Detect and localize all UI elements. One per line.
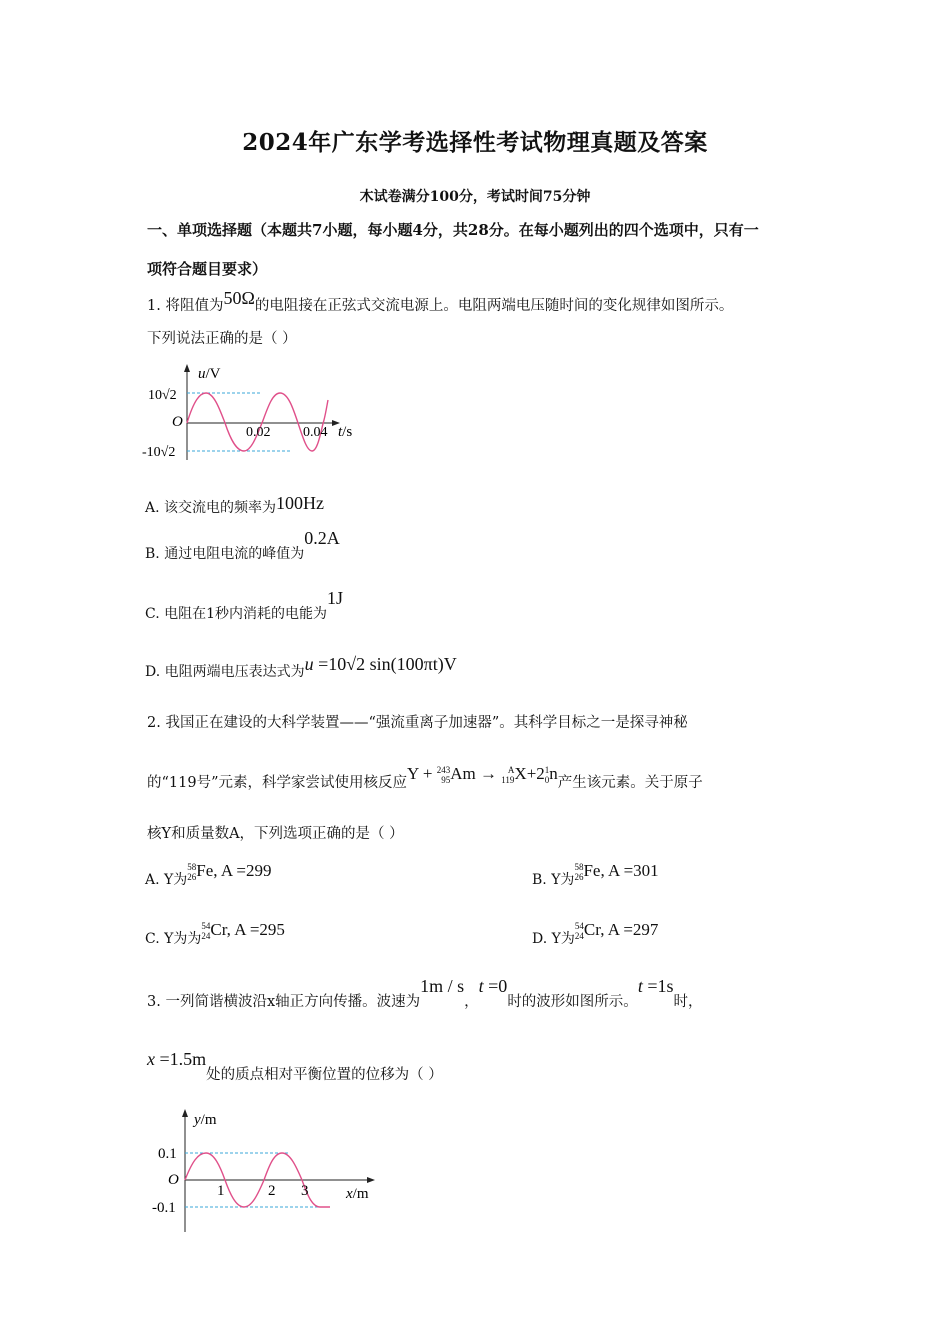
q2-option-a-label: A. Y为 [145,872,188,888]
page-title: 2024年广东学考选择性考试物理真题及答案 [242,129,708,156]
q3-comma: ， [464,994,479,1010]
q1-stem [147,288,734,315]
q3-y-label: y/m [194,1112,217,1128]
exam-subtitle: 木试卷满分100分，考试时间75分钟 [359,189,591,205]
q3-position: x =1.5m [147,1049,207,1069]
q2-option-d[interactable] [532,920,659,949]
q1-x-label: t/s [338,424,353,440]
section-heading-line2: 项符合题目要求） [147,260,268,278]
q3-wave-speed: 1m / s [420,976,465,996]
q3-stem-when: 时， [673,994,703,1010]
q3-x-label: x/m [346,1186,369,1202]
q2-option-a[interactable] [145,861,272,890]
q1-option-b-label: B. 通过电阻电流的峰值为 [145,546,305,562]
q3-y-bottom-value: -0.1 [152,1200,176,1216]
q3-tick-1: 1 [217,1183,225,1199]
q3-tick-2: 2 [268,1183,276,1199]
q2-stem-prefix: 的“119号”元素，科学家尝试使用核反应 [147,775,408,791]
q1-option-b-value: 0.2A [304,528,340,548]
q2-option-c[interactable] [145,920,285,949]
q3-y-top-value: 0.1 [158,1146,177,1162]
q1-origin-label: O [172,414,183,430]
q3-t0: t =0 [478,976,508,996]
q2-option-d-value: 54 24 Cr, A =297 [574,920,659,942]
q3-stem-line1 [147,976,703,1011]
q3-y-arrow [182,1109,188,1117]
q3-x-arrow [367,1177,375,1183]
q1-option-d[interactable] [145,654,457,681]
q1-option-d-label: D. 电阻两端电压表达式为 [145,664,305,680]
q3-t1: t =1s [637,976,674,996]
q1-option-d-formula: u =10√2 sin(100πt)V [304,654,457,674]
q2-option-b-label: B. Y为 [532,872,575,888]
q1-y-top-value: 10√2 [148,388,177,403]
q1-resistance: 50Ω [223,288,255,308]
q1-voltage-graph [140,360,370,470]
q2-nuclear-reaction: Y + 243 95 Am → A 119 X+2 1 0 n [407,764,558,786]
q3-stem-mid: 时的波形如图所示。 [507,994,638,1010]
q1-tick-0.04: 0.04 [303,425,328,440]
q1-option-b[interactable] [145,528,340,563]
q2-option-b-value: 58 26 Fe, A =301 [574,861,659,883]
q3-tick-3: 3 [301,1183,309,1199]
q3-stem-line2 [147,1049,443,1084]
q1-stem-prefix: 1. 将阻值为 [147,298,224,314]
q2-option-d-label: D. Y为 [532,931,575,947]
q1-sine-curve [187,393,328,451]
q1-option-a-value: 100Hz [276,493,325,513]
section-heading-line1: 一、单项选择题（本题共7小题，每小题4分，共28分。在每小题列出的四个选项中，只有一 [147,221,759,239]
q3-origin-label: O [168,1172,179,1188]
q1-option-c-value: 1J [327,588,344,608]
q3-stem-suffix: 处的质点相对平衡位置的位移为（ ） [206,1067,443,1083]
q2-option-c-label: C. Y为为 [145,931,202,947]
q1-stem-suffix: 的电阻接在正弦式交流电源上。电阻两端电压随时间的变化规律如图所示。 [254,298,734,314]
q1-y-arrow [184,364,190,372]
q2-option-a-value: 58 26 Fe, A =299 [187,861,272,883]
q3-waveform-graph [148,1104,388,1234]
q1-option-a[interactable] [145,493,325,517]
q1-option-c[interactable] [145,588,344,623]
q1-y-bottom-value: -10√2 [142,445,176,460]
q2-option-b[interactable] [532,861,659,890]
q3-stem-prefix: 3. 一列简谐横波沿x轴正方向传播。波速为 [147,994,421,1010]
q1-stem-line2: 下列说法正确的是（ ） [147,331,297,347]
q1-option-c-label: C. 电阻在1秒内消耗的电能为 [145,606,328,622]
q2-option-c-value: 54 24 Cr, A =295 [201,920,285,942]
q2-stem-line2 [147,764,703,793]
q1-y-label: u/V [198,366,221,382]
q2-stem-line3: 核Y和质量数A，下列选项正确的是（ ） [147,826,404,842]
q1-tick-0.02: 0.02 [246,425,271,440]
q2-stem-suffix: 产生该元素。关于原子 [557,775,703,791]
q2-stem-line1: 2. 我国正在建设的大科学装置——“强流重离子加速器”。其科学目标之一是探寻神秘 [147,715,688,731]
q1-option-a-label: A. 该交流电的频率为 [145,500,277,516]
